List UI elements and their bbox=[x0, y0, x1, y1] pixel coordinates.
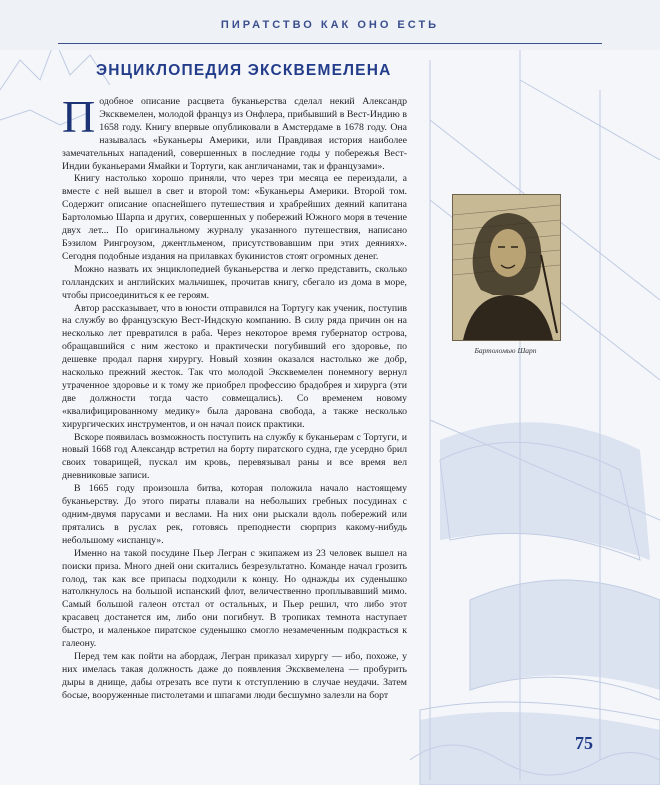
paragraph-7: Именно на такой посудине Пьер Легран с экипажем из 23 человек вышел на поиски приза. Много дней они скитались безрезультатно. Команде начал грозить голод, так как все припасы подходили к концу. Но однажды их суденышко натолкнулось на большой испанский флот, величественно проплывавший мимо. Самый большой галеон отстал от остальных, и Пьер решил, что либо этот красавец достанется им, либо они погибнут. В тропиках темнота наступает быстро, и маленькое пиратское суденышко смогло незамеченным подкрасться к галеону. bbox=[62, 547, 407, 650]
article-body bbox=[62, 91, 407, 703]
paragraph-6: В 1665 году произошла битва, которая положила начало настоящему буканьерству. До этого пираты плавали на небольших гребных посудинах с одним-двумя парусами и веслами. На них они рыскали вдоль побережий или прятались в руслах рек, готовясь преподнести сюрприз какому-нибудь небольшому «испанцу». bbox=[62, 483, 407, 546]
paragraph-2: Книгу настолько хорошо приняли, что через три месяца ее переиздали, а вместе с ней вышел в свет и второй том: «Буканьеры Америки. Второй том. Содержит описание опаснейшего путешествия и храбрейших деяний капитана Бартоломью Шарпа и других, совершенных у побережий Южного моря в течение двух лет... По оригинальному журналу указанного путешествия, написано Бэзилом Рингроузом, джентльменом, присутствовавшим при этих деяниях». Сегодня подобные издания на прилавках букинистов стоят огромных денег. bbox=[62, 173, 407, 262]
page-number: 75 bbox=[575, 733, 593, 753]
drop-cap: П bbox=[62, 91, 96, 142]
portrait-caption: Бартоломью Шарп bbox=[474, 346, 537, 355]
paragraph-1: Подобное описание расцвета буканьерства сделал некий Александр Эксквемелен, молодой француз из Онфлера, прибывший в Вест-Индию в 1658 году. Книгу впервые опубликовали в Амстердаме в 1678 году. Она называлась «Буканьеры Америки, или Правдивая история наиболее замечательных нападений, совершенных в последние годы у побережья Вест-Индии буканьерами Ямайки и Тортуги, как англичанами, так и французами». bbox=[62, 91, 407, 172]
running-title: ПИРАТСТВО КАК ОНО ЕСТЬ bbox=[220, 19, 440, 31]
portrait-engraving bbox=[453, 195, 560, 340]
portrait-image bbox=[452, 194, 561, 341]
paragraph-5: Вскоре появилась возможность поступить на службу к буканьерам с Тортуги, и новый 1668 год Александр встретил на борту пиратского судна, где усердно брил своих товарищей, пускал им кровь, перевязывал раны и все время вел дневниковые записи. bbox=[62, 431, 407, 482]
paragraph-3: Можно назвать их энциклопедией буканьерства и легко представить, сколько голландских и английских мальчишек, прочитав книгу, сбегало из дома в море, чтобы присоединиться к ее героям. bbox=[62, 263, 407, 301]
header-divider bbox=[58, 43, 602, 44]
paragraph-8: Перед тем как пойти на абордаж, Легран приказал хирургу — ибо, похоже, у них имелась такая должность даже до появления Эксквемелена — пробурить дыры в днище, дабы отрезать все пути к отступлению в случае неудачи. Затем босые, вооруженные пистолетами и шпагами люди бесшумно залезли на борт bbox=[62, 650, 407, 701]
article-title: ЭНЦИКЛОПЕДИЯ ЭКСКВЕМЕЛЕНА bbox=[96, 62, 392, 79]
paragraph-4: Автор рассказывает, что в юности отправился на Тортугу как ученик, поступив на службу во французскую Вест-Индскую компанию. В силу ряда причин он на несколько лет превратился в раба. Через некоторое время губернатор острова, обращавшийся с ним жестоко и практически погубивший его здоровье, по дешевке продал парня хирургу. Новый хозяин оказался настолько же добр, насколько прежний жесток. Так что молодой Эксквемелен понемногу вернул утраченное здоровье и к тому же приобрел профессию брадобрея и хирурга (эти две должности тогда часто совмещались). Со временем новому «квалифицированному медику» была дарована свобода, а также несколько хирургических инструментов, и он начал поиск практики. bbox=[62, 302, 407, 430]
